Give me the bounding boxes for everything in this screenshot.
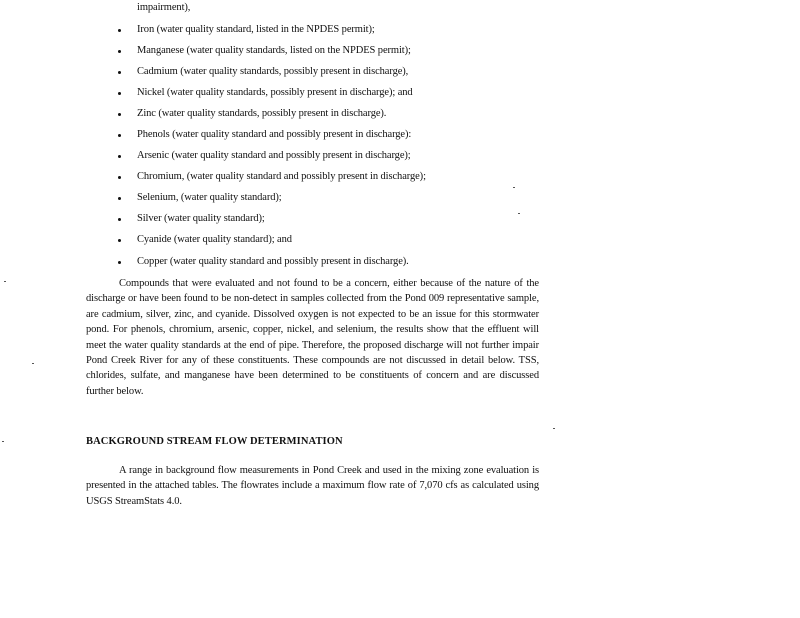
scan-speck <box>553 428 555 429</box>
scan-speck <box>2 441 4 442</box>
bullet-item: Nickel (water quality standards, possibly present in discharge); and <box>137 87 413 98</box>
bullet-marker <box>118 71 121 74</box>
bullet-marker <box>118 29 121 32</box>
bullet-marker <box>118 197 121 200</box>
scan-speck <box>513 187 515 188</box>
bullet-item: Manganese (water quality standards, listed on the NPDES permit); <box>137 45 411 56</box>
bullet-marker <box>118 134 121 137</box>
stream-flow-paragraph: A range in background flow measurements in Pond Creek and used in the mixing zone evaluation is presented in the attached tables. The flowrates include a maximum flow rate of 7,070 cfs as calculated using USGS StreamStats 4.0. <box>86 465 539 507</box>
bullet-marker <box>118 92 121 95</box>
bullet-marker <box>118 261 121 264</box>
bullet-marker <box>118 113 121 116</box>
bullet-marker <box>118 176 121 179</box>
bullet-marker <box>118 218 121 221</box>
bullet-item: Selenium, (water quality standard); <box>137 192 282 203</box>
bullet-item: Chromium, (water quality standard and possibly present in discharge); <box>137 171 426 182</box>
continuation-line: impairment), <box>137 2 191 13</box>
bullet-item: Cyanide (water quality standard); and <box>137 234 292 245</box>
scan-speck <box>518 213 520 214</box>
bullet-marker <box>118 155 121 158</box>
scan-speck <box>4 281 6 282</box>
bullet-item: Phenols (water quality standard and possibly present in discharge): <box>137 129 412 140</box>
bullet-item: Silver (water quality standard); <box>137 213 265 224</box>
bullet-item: Zinc (water quality standards, possibly present in discharge). <box>137 108 387 119</box>
bullet-item: Cadmium (water quality standards, possibly present in discharge), <box>137 66 409 77</box>
constituents-paragraph: Compounds that were evaluated and not found to be a concern, either because of the nature of the discharge or have been found to be non-detect in samples collected from the Pond 009 representative sample, are cadmium, silver, zinc, and cyanide. Dissolved oxygen is not expected to be an issue for this stormwater pond. For phenols, chromium, arsenic, copper, nickel, and selenium, the results show that the effluent will meet the water quality standards at the end of pipe. Therefore, the proposed discharge will not further impair Pond Creek River for any of these constituents. These compounds are not discussed in detail below. TSS, chlorides, sulfate, and manganese have been determined to be constituents of concern and are discussed further below. <box>86 278 539 397</box>
bullet-item: Copper (water quality standard and possibly present in discharge). <box>137 256 409 267</box>
bullet-marker <box>118 239 121 242</box>
scan-speck <box>32 363 34 364</box>
section-heading: BACKGROUND STREAM FLOW DETERMINATION <box>86 436 343 447</box>
bullet-item: Arsenic (water quality standard and possibly present in discharge); <box>137 150 411 161</box>
bullet-item: Iron (water quality standard, listed in the NPDES permit); <box>137 24 375 35</box>
bullet-marker <box>118 50 121 53</box>
